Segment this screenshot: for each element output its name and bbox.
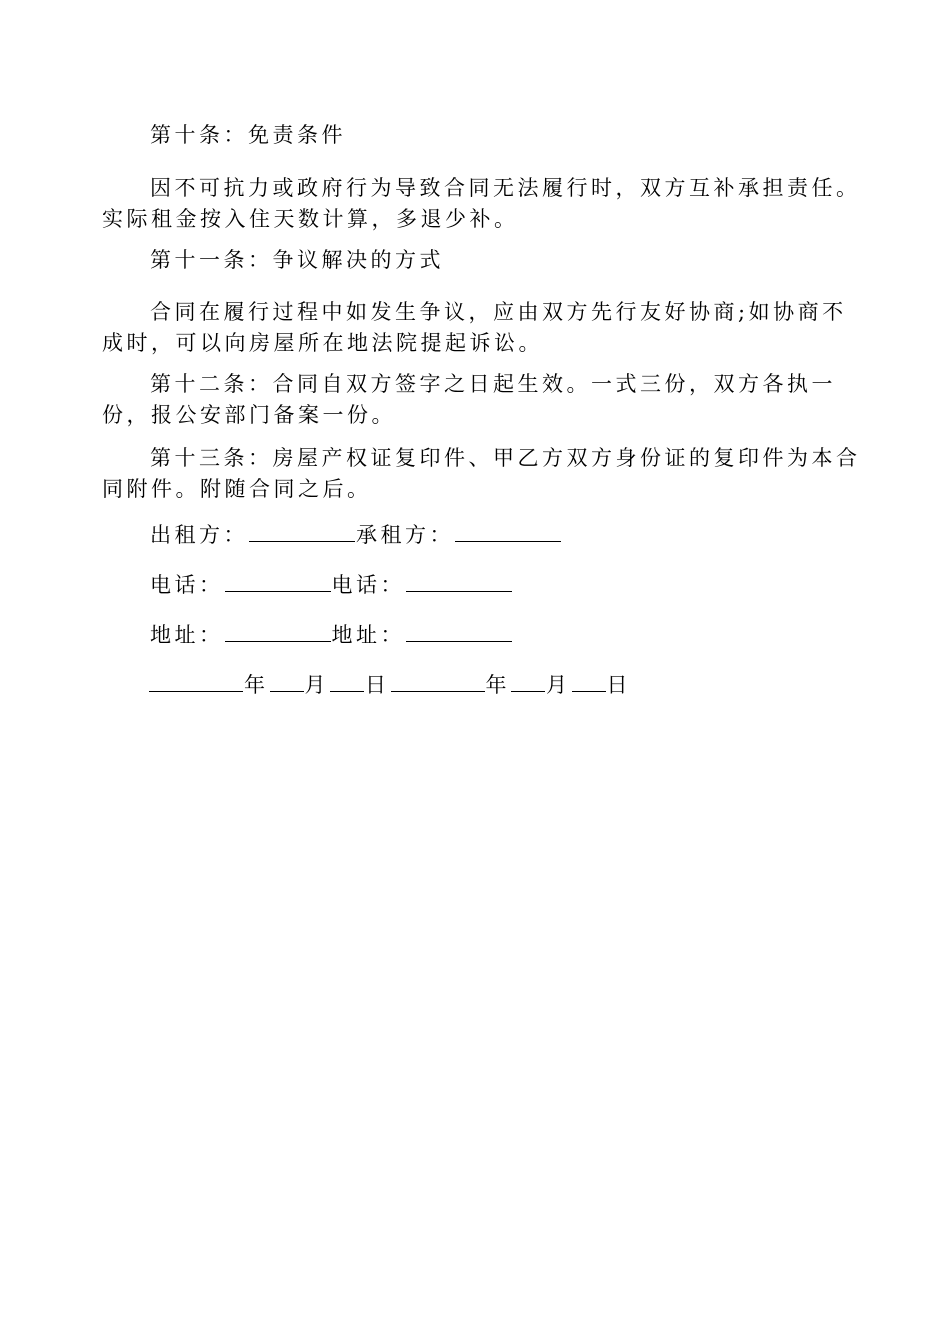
article-11-title: 第十一条：争议解决的方式 (150, 248, 444, 272)
lessor-label: 出租方： (150, 523, 248, 547)
lessee-year-label: 年 (485, 673, 510, 697)
article-12: 第十二条：合同自双方签字之日起生效。一式三份，双方各执一份，报公安部门备案一份。 (102, 372, 836, 427)
address-line (150, 620, 513, 651)
article-11-body: 合同在履行过程中如发生争议，应由双方先行友好协商;如协商不成时，可以向房屋所在地法院提起诉讼。 (102, 300, 847, 355)
lessee-label: 承租方： (356, 523, 454, 547)
lessee-month-label: 月 (546, 673, 571, 697)
lessor-day-blank[interactable] (330, 673, 364, 692)
lessor-day-label: 日 (365, 673, 390, 697)
lessee-phone-blank[interactable] (406, 573, 512, 592)
lessee-phone-label: 电话： (331, 573, 405, 597)
lessee-address-blank[interactable] (406, 623, 512, 642)
lessor-blank[interactable] (249, 523, 355, 542)
lessor-month-blank[interactable] (270, 673, 304, 692)
lessor-year-blank[interactable] (149, 673, 243, 692)
lessor-month-label: 月 (304, 673, 329, 697)
article-13: 第十三条：房屋产权证复印件、甲乙方双方身份证的复印件为本合同附件。附随合同之后。 (102, 446, 861, 501)
lessee-blank[interactable] (455, 523, 561, 542)
party-line (150, 520, 562, 551)
lessor-phone-label: 电话： (150, 573, 224, 597)
phone-line (150, 570, 513, 601)
lessor-address-label: 地址： (150, 623, 224, 647)
date-line (148, 670, 631, 701)
lessee-day-blank[interactable] (572, 673, 606, 692)
lessee-month-blank[interactable] (511, 673, 545, 692)
lessee-address-label: 地址： (331, 623, 405, 647)
lessee-day-label: 日 (606, 673, 631, 697)
article-10-body: 因不可抗力或政府行为导致合同无法履行时，双方互补承担责任。实际租金按入住天数计算，多退少补。 (102, 176, 861, 231)
lessor-address-blank[interactable] (225, 623, 331, 642)
lessee-year-blank[interactable] (391, 673, 485, 692)
lessor-phone-blank[interactable] (225, 573, 331, 592)
article-10-title: 第十条：免责条件 (150, 123, 346, 147)
lessor-year-label: 年 (244, 673, 269, 697)
